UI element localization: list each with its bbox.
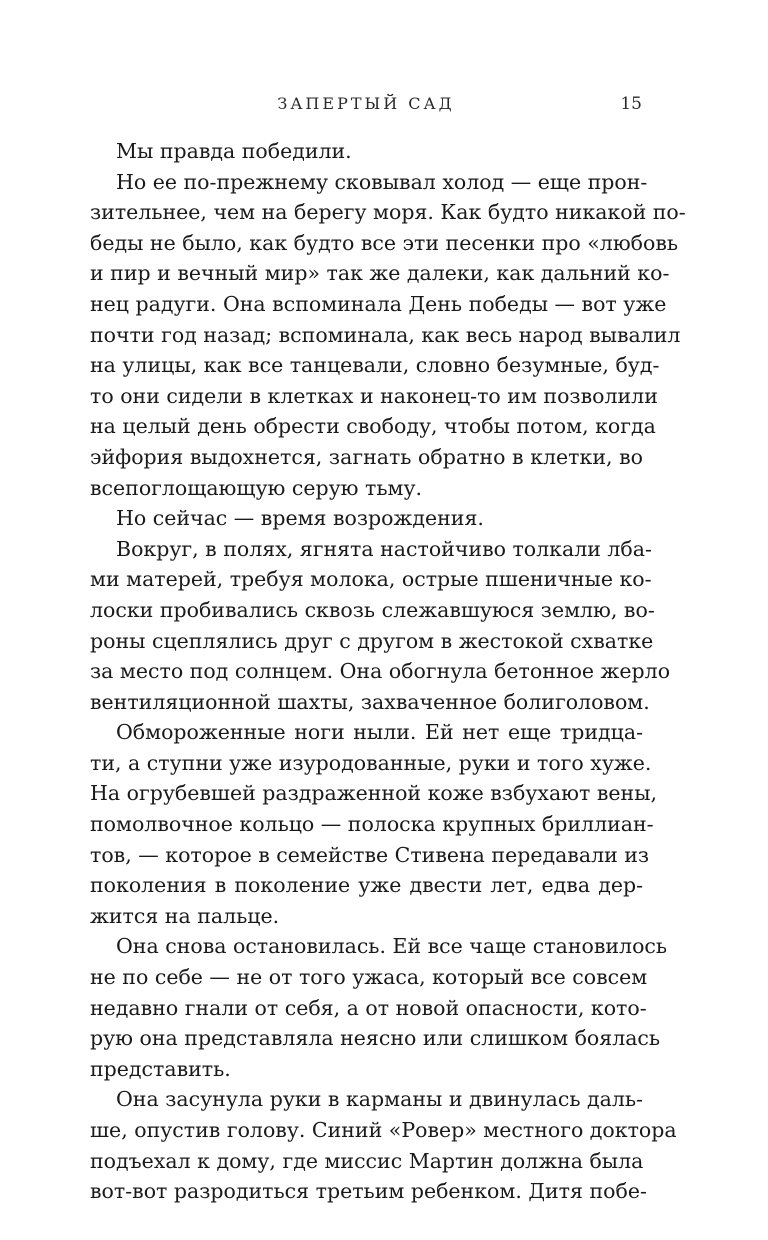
- text-line: Мы правда победили.: [116, 139, 352, 163]
- text-line: подъехал к дому, где миссис Мартин должна была: [90, 1148, 644, 1173]
- text-line: рую она представляла неясно или слишком боялась: [90, 1026, 661, 1051]
- text-line: ти, а ступни уже изуродованные, руки и того хуже.: [90, 750, 652, 775]
- page-number: 15: [620, 94, 642, 114]
- text-line: зительнее, чем на берегу моря. Как будто никакой по-: [90, 200, 686, 225]
- text-line: недавно гнали от себя, а от новой опасности, кото-: [90, 995, 647, 1020]
- text-line: и пир и вечный мир» так же далеки, как дальний ко-: [90, 261, 670, 286]
- text-line: Она снова остановилась. Ей все чаще становилось: [116, 934, 668, 959]
- text-line: то они сидели в клетках и наконец-то им позволили: [90, 383, 658, 408]
- text-line: помолвочное кольцо — полоска крупных бриллиан-: [90, 812, 654, 837]
- text-line: поколения в поколение уже двести лет, едва дер-: [90, 873, 643, 898]
- running-title: ЗАПЕРТЫЙ САД: [277, 94, 455, 113]
- text-line: Она засунула руки в карманы и двинулась даль-: [116, 1087, 643, 1112]
- text-line: всепоглощающую серую тьму.: [90, 475, 423, 500]
- text-line: ми матерей, требуя молока, острые пшеничные ко-: [90, 567, 652, 592]
- text-line: вот-вот разродиться третьим ребенком. Дитя побе-: [90, 1179, 647, 1204]
- text-line: вентиляционной шахты, захваченное болиголовом.: [90, 689, 650, 714]
- text-line: за место под солнцем. Она обогнула бетонное жерло: [90, 659, 671, 684]
- text-line: не по себе — не от того ужаса, который все совсем: [90, 965, 648, 990]
- text-line: нец радуги. Она вспоминала День победы — вот уже: [90, 291, 667, 316]
- text-line: на целый день обрести свободу, чтобы потом, когда: [90, 414, 656, 439]
- text-line: тов, — которое в семействе Стивена передавали из: [90, 842, 650, 867]
- text-line: почти год назад; вспоминала, как весь народ вывалил: [90, 322, 681, 347]
- text-line: Вокруг, в полях, ягнята настойчиво толкали лба-: [116, 536, 652, 561]
- running-header: [90, 94, 642, 120]
- text-line: лоски пробивались сквозь слежавшуюся землю, во-: [90, 597, 655, 622]
- text-line: беды не было, как будто все эти песенки про «любовь: [90, 230, 679, 255]
- text-line: роны сцеплялись друг с другом в жестокой схватке: [90, 628, 654, 653]
- text-line: жится на пальце.: [90, 903, 280, 928]
- text-line: На огрубевшей раздраженной коже взбухают вены,: [90, 781, 658, 806]
- body-text: [90, 136, 686, 1207]
- text-line: Но сейчас — время возрождения.: [116, 506, 484, 531]
- text-line: Обмороженные ноги ныли. Ей нет еще тридца-: [116, 720, 643, 745]
- text-line: на улицы, как все танцевали, словно безумные, буд-: [90, 353, 660, 378]
- text-line: представить.: [90, 1056, 231, 1081]
- text-line: эйфория выдохнется, загнать обратно в клетки, во: [90, 444, 643, 469]
- text-line: Но ее по-прежнему сковывал холод — еще прон-: [116, 169, 648, 194]
- text-line: ше, опустив голову. Синий «Ровер» местного доктора: [90, 1118, 677, 1142]
